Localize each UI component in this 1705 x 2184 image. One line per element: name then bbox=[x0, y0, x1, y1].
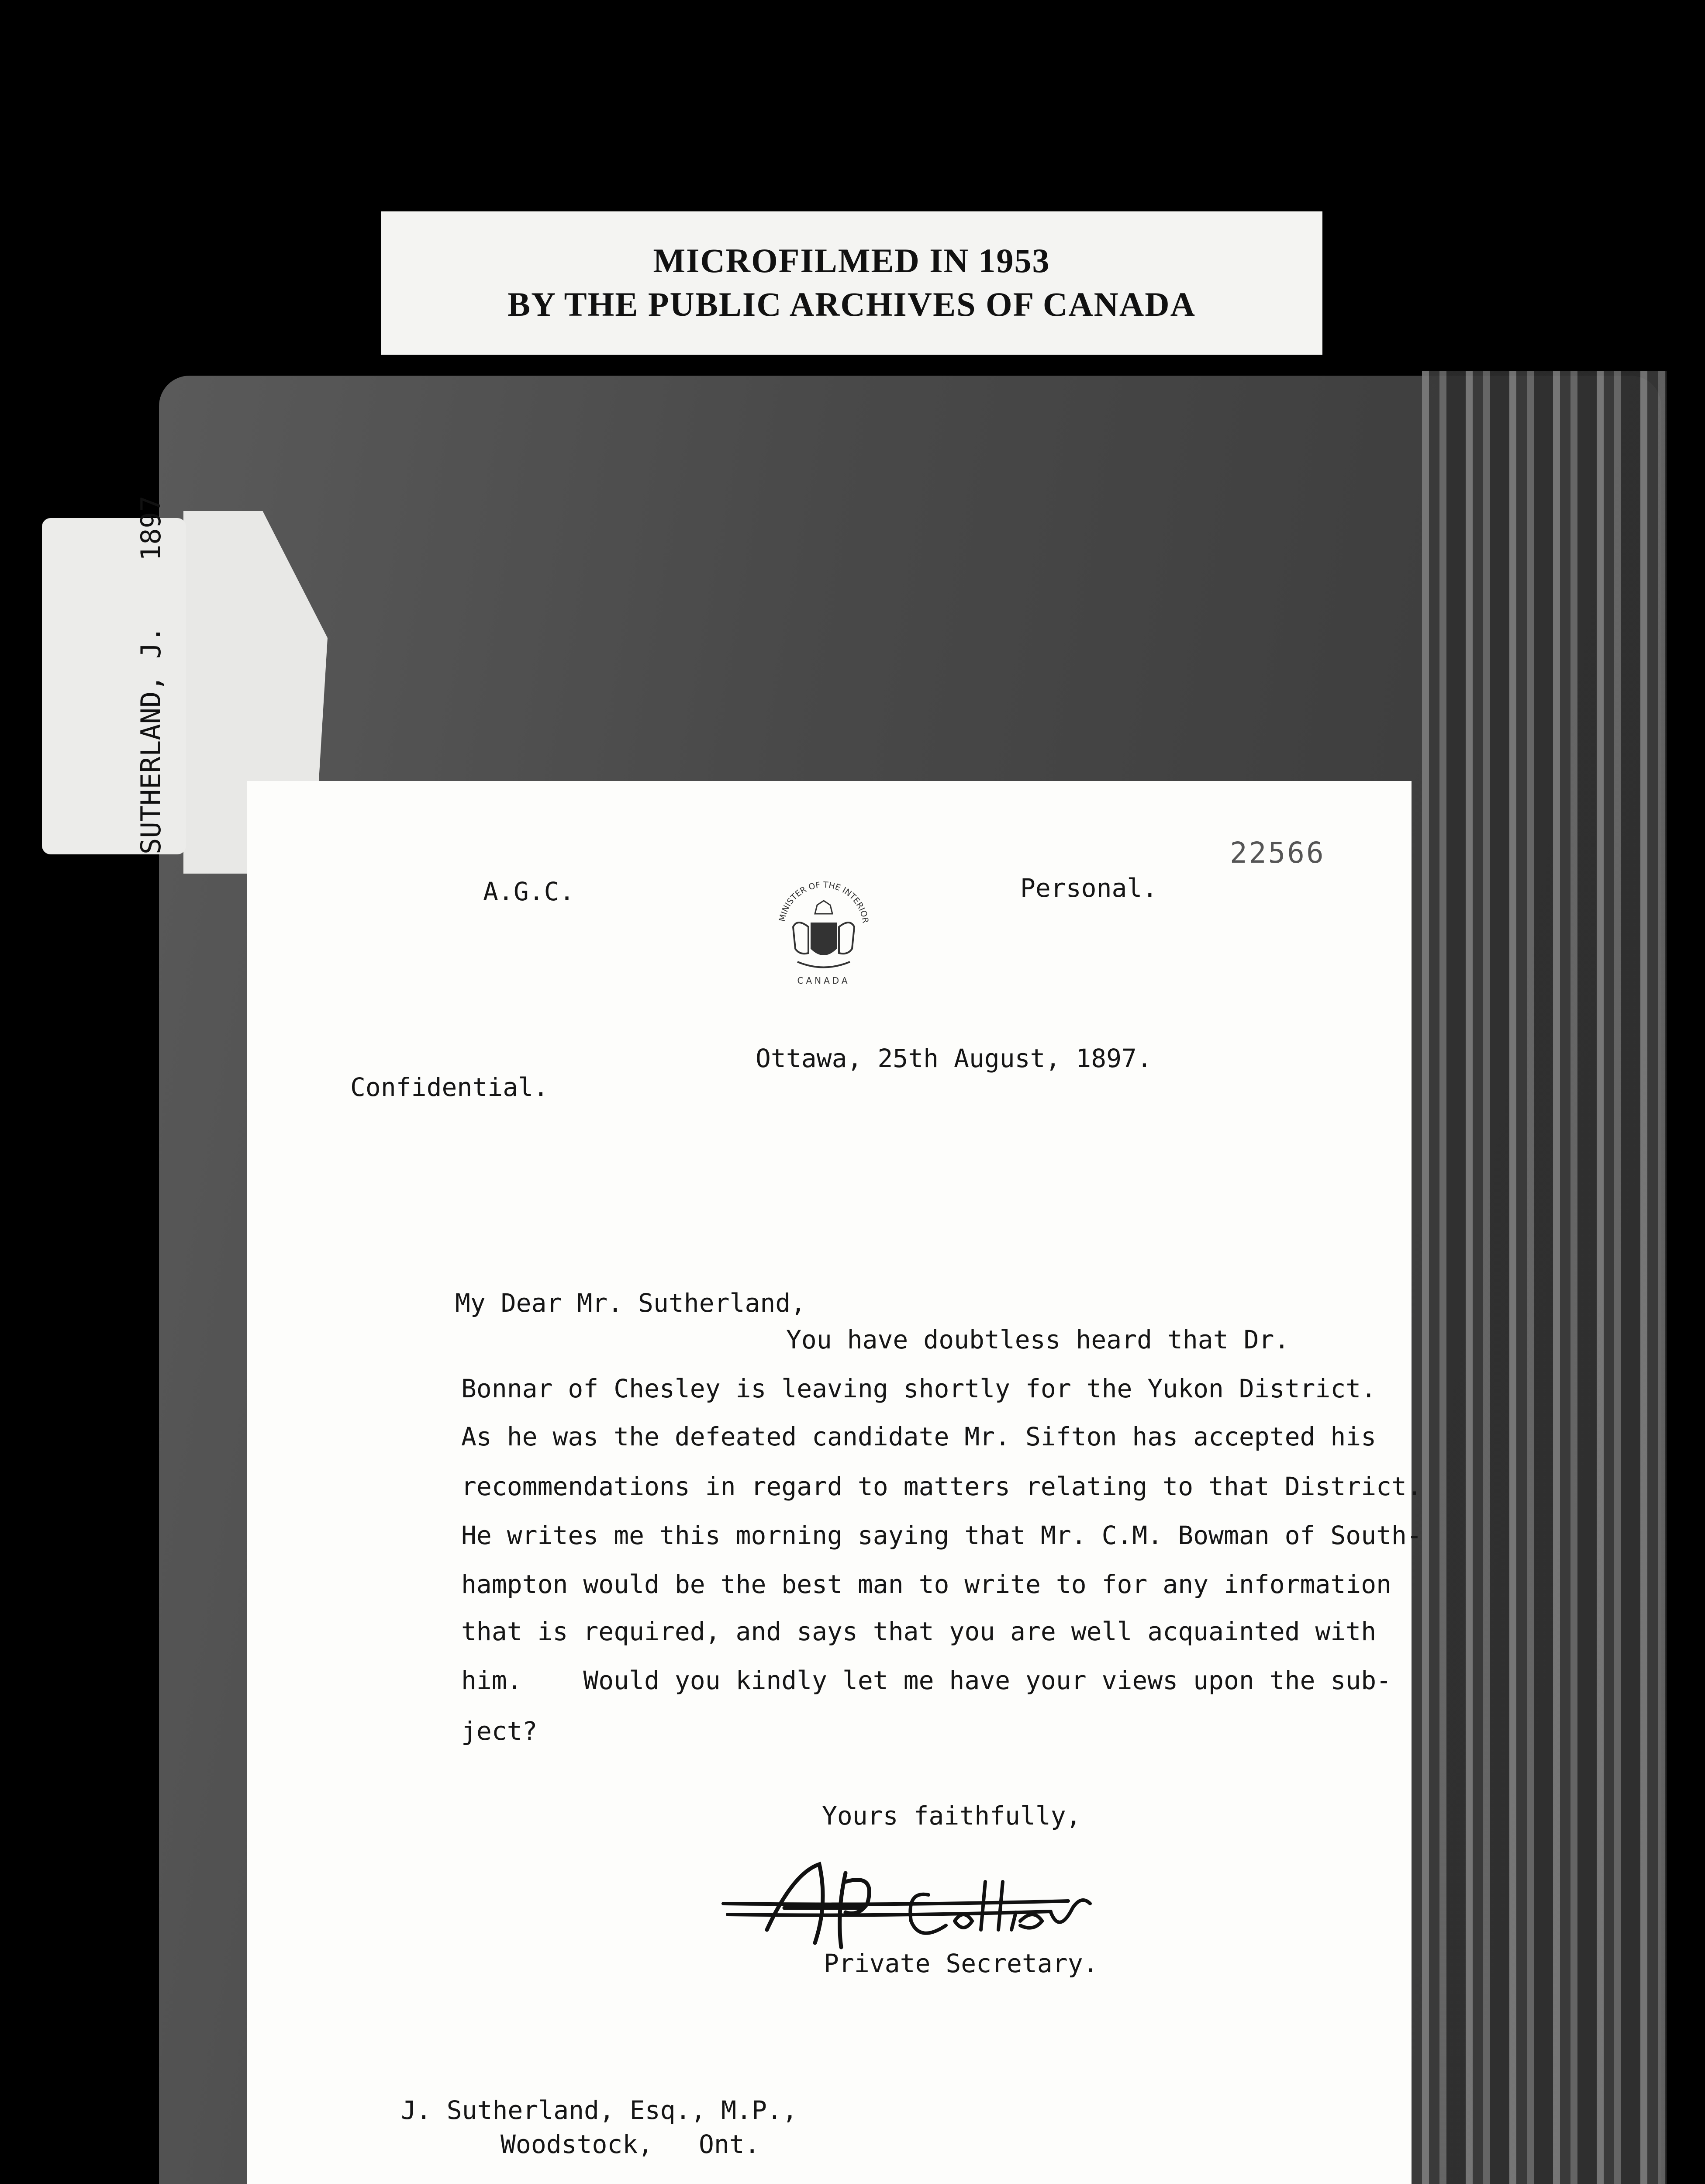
confidential-marking: Confidential. bbox=[350, 1072, 549, 1102]
body-line-9: ject? bbox=[461, 1716, 538, 1746]
body-line-5: He writes me this morning saying that Mr. C.M. Bowman of South- bbox=[461, 1521, 1422, 1550]
tab-label-text: SUTHERLAND, J. 1897 bbox=[135, 495, 167, 854]
body-line-7: that is required, and says that you are well acquainted with bbox=[461, 1617, 1377, 1646]
body-line-3: As he was the defeated candidate Mr. Sifton has accepted his bbox=[461, 1422, 1377, 1451]
body-line-1: You have doubtless heard that Dr. bbox=[786, 1325, 1290, 1355]
personal-marking: Personal. bbox=[1020, 873, 1158, 903]
closing: Yours faithfully, bbox=[822, 1801, 1081, 1831]
body-line-2: Bonnar of Chesley is leaving shortly for the Yukon District. bbox=[461, 1374, 1377, 1403]
signature bbox=[719, 1856, 1225, 1960]
microfilm-banner bbox=[381, 211, 1322, 355]
file-reference: A.G.C. bbox=[483, 877, 575, 906]
body-line-6: hampton would be the best man to write to for any information bbox=[461, 1569, 1392, 1599]
svg-text:MINISTER OF THE INTERIOR: MINISTER OF THE INTERIOR bbox=[777, 880, 870, 924]
folder-page-edges bbox=[1422, 371, 1667, 2184]
addressee-line-1: J. Sutherland, Esq., M.P., bbox=[401, 2095, 797, 2125]
svg-text:CANADA: CANADA bbox=[797, 975, 850, 986]
stamp-number: 22566 bbox=[1230, 836, 1325, 870]
coat-of-arms-icon bbox=[767, 874, 880, 992]
banner-line-2: BY THE PUBLIC ARCHIVES OF CANADA bbox=[507, 285, 1196, 323]
signer-title: Private Secretary. bbox=[824, 1949, 1098, 1978]
folder-tab-label bbox=[42, 495, 186, 854]
banner-line-1: MICROFILMED IN 1953 bbox=[653, 242, 1050, 280]
dateline: Ottawa, 25th August, 1897. bbox=[756, 1044, 1152, 1073]
addressee-line-2: Woodstock, Ont. bbox=[500, 2129, 760, 2159]
body-line-8: him. Would you kindly let me have your views upon the sub- bbox=[461, 1666, 1392, 1695]
letter-page bbox=[247, 781, 1422, 2184]
body-line-4: recommendations in regard to matters relating to that District. bbox=[461, 1472, 1422, 1501]
salutation: My Dear Mr. Sutherland, bbox=[455, 1288, 806, 1318]
